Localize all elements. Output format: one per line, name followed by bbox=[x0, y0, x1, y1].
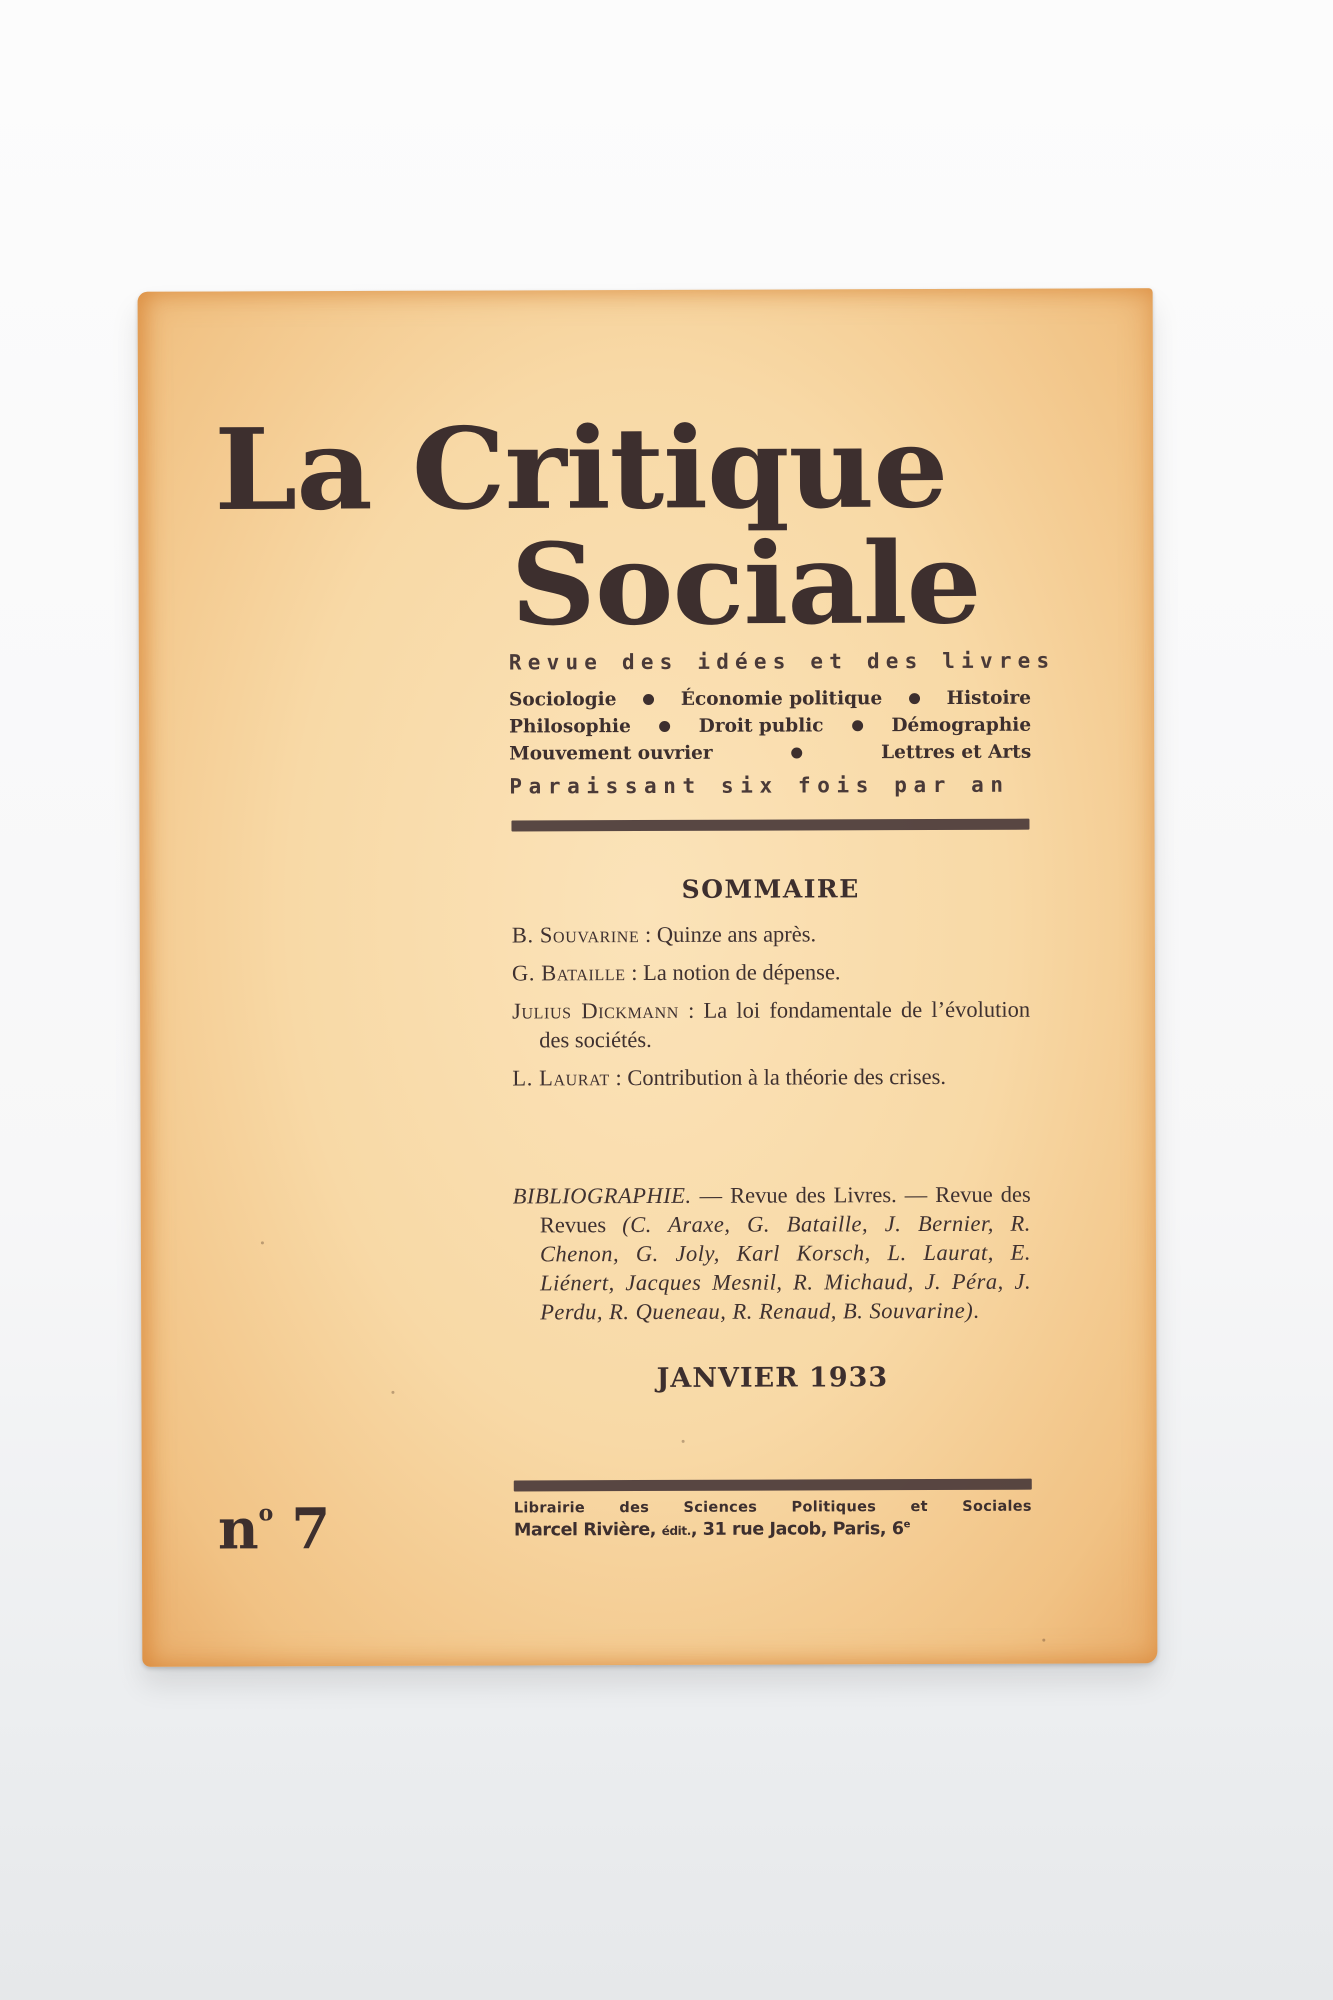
title-line-2: Sociale bbox=[510, 516, 981, 651]
entry-separator: : bbox=[609, 1065, 628, 1091]
publisher-word: et bbox=[910, 1499, 928, 1516]
publisher-word: Politiques bbox=[791, 1499, 877, 1516]
paper-speck bbox=[391, 1391, 394, 1394]
paper-speck bbox=[261, 1241, 264, 1244]
contents-entry bbox=[512, 957, 1030, 988]
entry-author: L. Laurat bbox=[512, 1065, 610, 1091]
table-of-contents bbox=[512, 919, 1031, 1102]
entry-author: G. Bataille bbox=[511, 960, 626, 986]
contents-entry bbox=[512, 1062, 1030, 1093]
topic: Lettres et Arts bbox=[881, 741, 1032, 764]
bullet-icon bbox=[643, 694, 654, 705]
topic: Démographie bbox=[891, 714, 1032, 737]
subtitle: Revue des idées et des livres bbox=[508, 648, 1056, 675]
publisher-word: des bbox=[619, 1499, 650, 1517]
topic: Droit public bbox=[698, 715, 824, 737]
publisher-name: Marcel Rivière, bbox=[513, 1519, 662, 1541]
magazine-cover bbox=[138, 288, 1158, 1667]
title-line-1: La Critique bbox=[213, 400, 948, 536]
bibliography-end: . bbox=[973, 1297, 979, 1323]
bibliography-contributors: (C. Araxe, G. Bataille, J. Bernier, R. Chenon, G. Joly, Karl Korsch, L. Laurat, E. Liénert, Jacques Mesnil, R. Michaud, J. Péra, J. Perdu, R. Queneau, R. Renaud, B. Souvarine) bbox=[539, 1210, 1032, 1325]
topic: Philosophie bbox=[509, 716, 631, 738]
entry-title: Contribution à la théorie des crises. bbox=[627, 1063, 947, 1091]
topics-row-2 bbox=[509, 712, 1031, 741]
paper-speck bbox=[1042, 1639, 1045, 1642]
contents-entry bbox=[512, 919, 1030, 950]
bullet-icon bbox=[909, 693, 920, 704]
publisher-word: Sociales bbox=[962, 1498, 1032, 1515]
entry-title: La notion de dépense. bbox=[643, 959, 841, 986]
paper-speck bbox=[682, 1440, 685, 1443]
entry-author: B. Souvarine bbox=[511, 922, 640, 948]
publisher-imprint bbox=[514, 1499, 1032, 1541]
bullet-icon bbox=[791, 747, 802, 758]
publication-frequency: Paraissant six fois par an bbox=[509, 772, 1010, 799]
issue-number bbox=[218, 1496, 331, 1562]
divider-rule bbox=[511, 819, 1029, 832]
issue-number-degree: o bbox=[258, 1500, 274, 1527]
topic: Histoire bbox=[946, 687, 1032, 709]
publisher-edit-abbrev: édit. bbox=[661, 1523, 691, 1538]
publisher-word: Sciences bbox=[683, 1499, 758, 1516]
bullet-icon bbox=[659, 721, 670, 732]
issue-number-value: 7 bbox=[291, 1496, 331, 1563]
topic: Économie politique bbox=[680, 688, 883, 710]
contents-entry bbox=[512, 995, 1030, 1055]
topic: Sociologie bbox=[508, 689, 617, 711]
bibliography-entry bbox=[513, 1180, 1032, 1327]
divider-rule bbox=[514, 1479, 1032, 1492]
publisher-line-1 bbox=[514, 1499, 1032, 1517]
issue-number-prefix: n bbox=[217, 1496, 259, 1563]
topics-row-3 bbox=[509, 739, 1031, 768]
bibliography-text: — Revue des Livres. — Revue des Revues bbox=[539, 1181, 1031, 1238]
bibliography-label: BIBLIOGRAPHIE. bbox=[512, 1182, 692, 1209]
arrondissement-suffix: e bbox=[903, 1519, 910, 1531]
bullet-icon bbox=[852, 720, 863, 731]
entry-separator: : bbox=[639, 921, 657, 948]
topics-list bbox=[509, 685, 1031, 768]
entry-title: La loi fondamentale de l’évolution des sociétés. bbox=[539, 996, 1031, 1053]
entry-title: Quinze ans après. bbox=[656, 921, 817, 947]
publisher-word: Librairie bbox=[513, 1500, 586, 1517]
topics-row-1 bbox=[509, 685, 1031, 714]
topic: Mouvement ouvrier bbox=[509, 742, 713, 765]
issue-date: JANVIER 1933 bbox=[656, 1362, 889, 1394]
publisher-address: , 31 rue Jacob, Paris, 6 bbox=[690, 1519, 904, 1540]
contents-heading: SOMMAIRE bbox=[681, 874, 860, 904]
entry-author: Julius Dickmann bbox=[512, 997, 679, 1024]
publisher-line-2 bbox=[514, 1519, 1032, 1541]
entry-separator: : bbox=[625, 960, 644, 986]
entry-separator: : bbox=[678, 997, 704, 1023]
